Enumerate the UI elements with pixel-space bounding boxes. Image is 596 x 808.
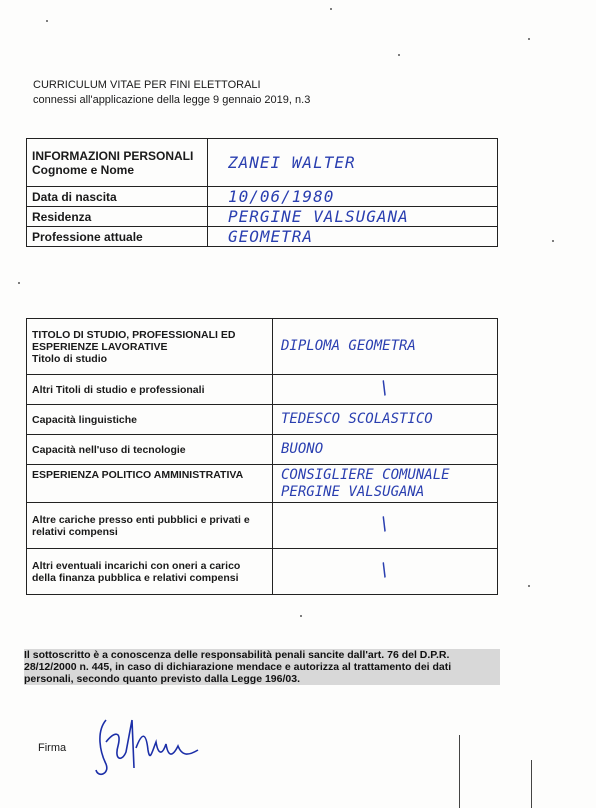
name-label: Cognome e Nome	[32, 162, 135, 177]
other-roles-value	[273, 503, 498, 549]
studies-title-value: DIPLOMA GEOMETRA	[273, 319, 498, 375]
scan-speck	[528, 38, 530, 40]
profession-value: GEOMETRA	[208, 227, 498, 247]
political-label: ESPERIENZA POLITICO AMMINISTRATIVA	[27, 465, 273, 503]
studies-title-line2: ESPERIENZE LAVORATIVE	[32, 340, 168, 353]
declaration-text: Il sottoscritto è a conoscenza delle responsabilità penali sancite dall'art. 76 del D.P.R. 28/12/2000 n. 445, in caso di dichiarazione mendace e autorizza al trattamento dei dati personali, secondo quanto previsto dalla Legge 196/03.	[24, 649, 500, 685]
signature-icon	[92, 712, 242, 782]
other-tasks-label: Altri eventuali incarichi con oneri a carico della finanza pubblica e relativi compensi	[27, 549, 273, 595]
name-label-cell	[27, 139, 208, 187]
scan-speck	[18, 282, 20, 284]
languages-value: TEDESCO SCOLASTICO	[273, 405, 498, 435]
political-value-line2: PERGINE VALSUGANA	[281, 483, 425, 500]
document-header	[33, 78, 310, 108]
header-subtitle: connessi all'applicazione della legge 9 gennaio 2019, n.3	[33, 94, 311, 106]
scan-edge-line	[531, 760, 532, 808]
political-value-line1: CONSIGLIERE COMUNALE	[281, 466, 450, 483]
personal-info-table	[26, 138, 498, 247]
political-value-cell	[273, 465, 498, 503]
scan-speck	[398, 54, 400, 56]
name-value: ZANEI WALTER	[208, 139, 498, 187]
other-titles-label: Altri Titoli di studio e professionali	[27, 375, 273, 405]
header-title: CURRICULUM VITAE PER FINI ELETTORALI	[33, 79, 261, 91]
residence-value: PERGINE VALSUGANA	[208, 207, 498, 227]
studies-title-cell	[27, 319, 273, 375]
personal-section-title: INFORMAZIONI PERSONALI	[32, 148, 194, 163]
birth-label: Data di nascita	[27, 187, 208, 207]
tech-label: Capacità nell'uso di tecnologie	[27, 435, 273, 465]
signature-label: Firma	[38, 742, 67, 754]
studies-table	[26, 318, 498, 595]
profession-label: Professione attuale	[27, 227, 208, 247]
scan-speck	[300, 615, 302, 617]
residence-label: Residenza	[27, 207, 208, 227]
scan-edge-line	[459, 735, 460, 808]
studies-title-line1: TITOLO DI STUDIO, PROFESSIONALI ED	[32, 328, 236, 341]
scan-speck	[552, 240, 554, 242]
dash-mark-icon: /	[378, 377, 392, 401]
dash-mark-icon: /	[378, 513, 392, 537]
studies-title-line3: Titolo di studio	[32, 352, 108, 365]
other-roles-label: Altre cariche presso enti pubblici e privati e relativi compensi	[27, 503, 273, 549]
other-titles-value	[273, 375, 498, 405]
birth-value: 10/06/1980	[208, 187, 498, 207]
other-tasks-value	[273, 549, 498, 595]
tech-value: BUONO	[273, 435, 498, 465]
dash-mark-icon: /	[378, 559, 392, 583]
scan-speck	[528, 585, 530, 587]
scan-speck	[330, 8, 332, 10]
scan-speck	[46, 20, 48, 22]
languages-label: Capacità linguistiche	[27, 405, 273, 435]
